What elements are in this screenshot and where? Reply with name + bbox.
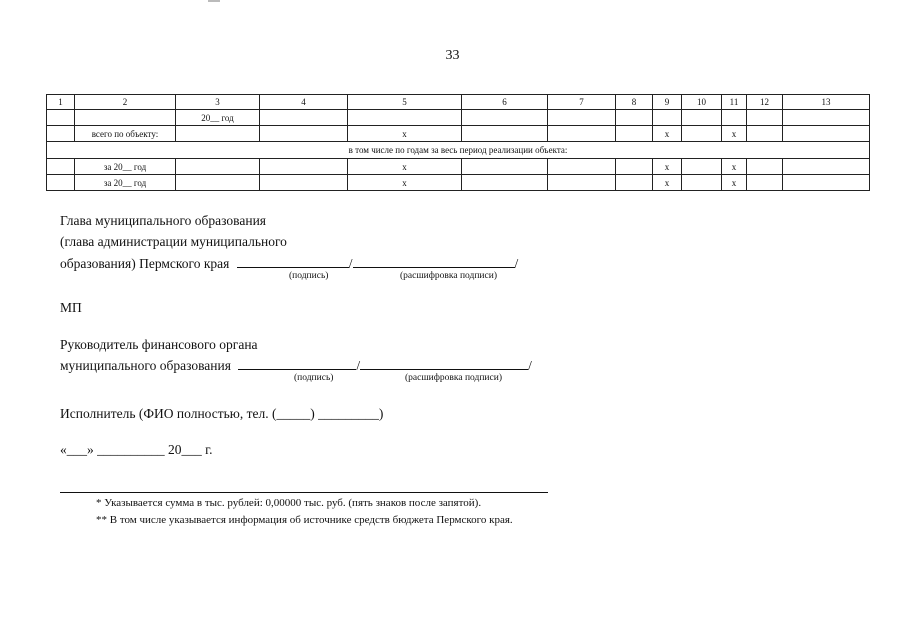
subtitle-cell: в том числе по годам за весь период реализации объекта:: [47, 142, 870, 159]
header-cell: 4: [260, 95, 348, 110]
header-cell: 12: [747, 95, 783, 110]
report-table: [46, 94, 870, 191]
x-cell: х: [722, 175, 747, 191]
footnote-1: * Указывается сумма в тыс. рублей: 0,00000 тыс. руб. (пять знаков после запятой).: [96, 497, 482, 509]
header-cell: 13: [783, 95, 870, 110]
footnote-separator: [60, 492, 548, 493]
slash: /: [356, 358, 361, 373]
finance-title-line1: Руководитель финансового органа: [60, 337, 258, 352]
executor-line: Исполнитель (ФИО полностью, тел. (_____) _________): [60, 406, 384, 421]
header-cell: 6: [462, 95, 548, 110]
caption-signature: (подпись): [289, 271, 329, 281]
header-cell: 7: [548, 95, 616, 110]
x-cell: х: [653, 159, 682, 175]
signature-field: [237, 255, 349, 268]
slash: /: [528, 358, 532, 373]
x-cell: х: [348, 126, 462, 142]
caption-decode: (расшифровка подписи): [400, 271, 497, 281]
name-decode-field: [360, 357, 528, 370]
year-label-cell: 20__ год: [176, 110, 260, 126]
finance-title-line2: муниципального образования: [60, 358, 231, 373]
x-cell: х: [653, 175, 682, 191]
date-line: «___» __________ 20___ г.: [60, 442, 213, 457]
table-row: [47, 142, 870, 159]
head-title-line3: образования) Пермского края: [60, 256, 230, 271]
header-cell: 5: [348, 95, 462, 110]
signature-field: [238, 357, 356, 370]
table-row: [47, 175, 870, 191]
finance-signature-line: [60, 357, 532, 374]
caption-decode: (расшифровка подписи): [405, 373, 502, 383]
x-cell: х: [722, 159, 747, 175]
x-cell: х: [722, 126, 747, 142]
header-cell: 3: [176, 95, 260, 110]
table-row: [47, 110, 870, 126]
header-cell: 10: [682, 95, 722, 110]
header-cell: 8: [616, 95, 653, 110]
head-signature-line: [60, 255, 518, 272]
x-cell: х: [653, 126, 682, 142]
name-decode-field: [353, 255, 515, 268]
header-cell: 9: [653, 95, 682, 110]
caption-signature: (подпись): [294, 373, 334, 383]
x-cell: х: [348, 159, 462, 175]
header-cell: 1: [47, 95, 75, 110]
table-row: [47, 159, 870, 175]
total-label-cell: всего по объекту:: [75, 126, 176, 142]
year-label-cell: за 20__ год: [75, 159, 176, 175]
header-cell: 2: [75, 95, 176, 110]
header-cell: 11: [722, 95, 747, 110]
slash: /: [348, 256, 353, 271]
table-header-row: [47, 95, 870, 110]
stamp-label: МП: [60, 300, 82, 315]
table-row: [47, 126, 870, 142]
scan-mark: [208, 0, 220, 2]
footnote-2: ** В том числе указывается информация об источнике средств бюджета Пермского края.: [96, 514, 513, 526]
year-label-cell: за 20__ год: [75, 175, 176, 191]
head-title-line1: Глава муниципального образования: [60, 213, 267, 228]
slash: /: [514, 256, 519, 271]
x-cell: х: [348, 175, 462, 191]
page-number: 33: [445, 48, 460, 63]
head-title-line2: (глава администрации муниципального: [60, 234, 287, 249]
